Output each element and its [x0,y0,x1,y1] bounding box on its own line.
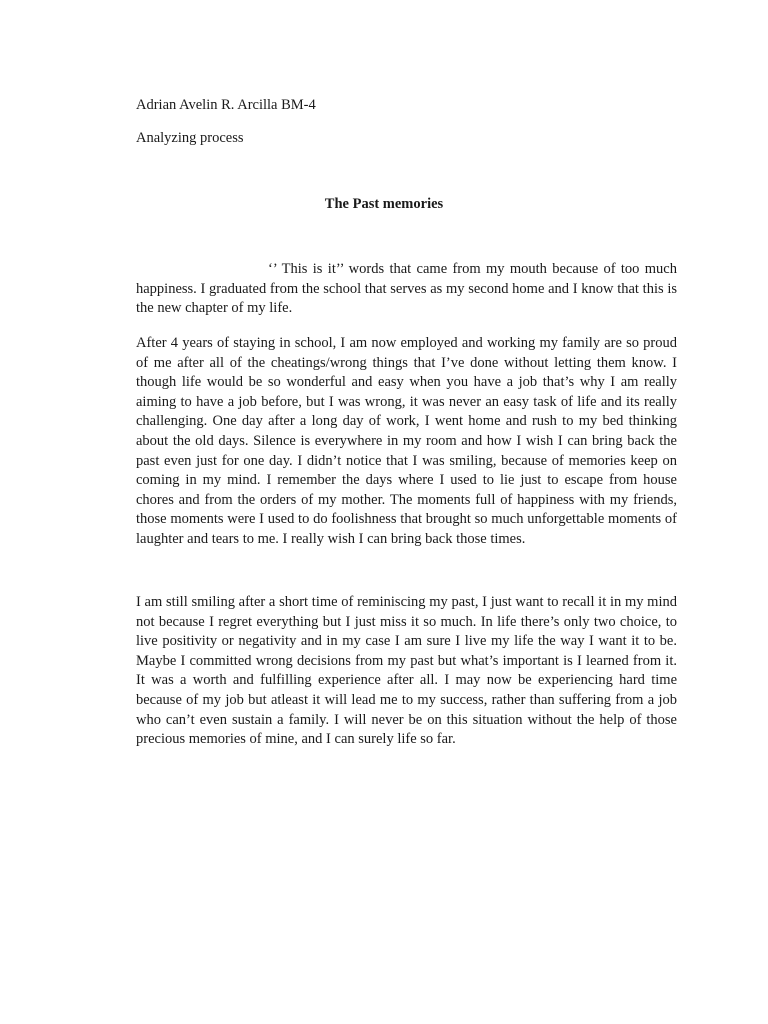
paragraph-1: ‘’ This is it’’ words that came from my mouth because of too much happiness. I graduated from the school that serves as my second home and I know that this is the new chapter of my life. [136,261,677,317]
subject-line: Analyzing process [136,130,244,146]
document-title: The Past memories [324,196,444,212]
paragraph-2: After 4 years of staying in school, I am now employed and working my family are so proud of me after all of the cheatings/wrong things that I’ve done without letting them know. I though life would be so wonderful and easy when you have a job that’s why I am really aiming to have a job before, but I was wrong, it was never an easy task of life and its really challenging. One day after a long day of work, I went home and rush to my bed thinking about the old days. Silence is everywhere in my room and how I wish I can bring back the past even just for one day. I didn’t notice that I was smiling, because of memories keep on coming in my mind. I remember the days where I used to lie just to escape from house chores and from the orders of my mother. The moments full of happiness with my friends, those moments were I used to do foolishness that brought so much unforgettable moments of laughter and tears to me. I really wish I can bring back those times. [136,335,677,547]
paragraph-3: I am still smiling after a short time of reminiscing my past, I just want to recall it in my mind not because I regret everything but I just miss it so much. In life there’s only two choice, to live positivity or negativity and in my case I am sure I live my life the way I want it to be. Maybe I committed wrong decisions from my past but what’s important is I learned from it. It was a worth and fulfilling experience after all. I may now be experiencing hard time because of my job but atleast it will lead me to my success, rather than suffering from a job who can’t even sustain a family. I will never be on this situation without the help of those precious memories of mine, and I can surely life so far. [136,594,677,748]
author-line: Adrian Avelin R. Arcilla BM-4 [136,97,316,113]
